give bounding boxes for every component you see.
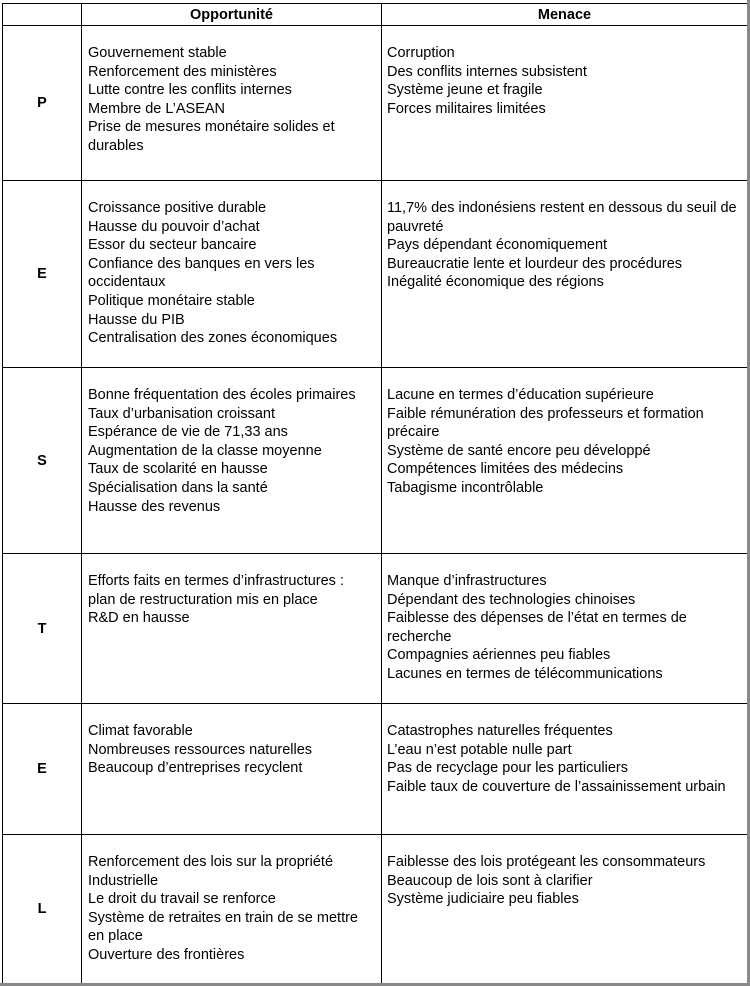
opportunity-item: Ouverture des frontières: [88, 946, 245, 963]
threat-cell-list: [382, 835, 747, 909]
opportunity-item: Prise de mesures monétaire solides et durables: [88, 119, 335, 154]
opportunity-item: Bonne fréquentation des écoles primaires: [88, 387, 356, 403]
opportunity-item: Centralisation des zones économiques: [88, 330, 338, 347]
opportunity-item: Renforcement des ministères: [88, 63, 277, 80]
pestel-table: [2, 3, 748, 984]
opportunity-item: R&D en hausse: [88, 610, 190, 627]
factor-letter: L: [3, 835, 82, 984]
threat-item: Dépendant des technologies chinoises: [387, 591, 636, 608]
opportunity-item: Taux d’urbanisation croissant: [88, 405, 275, 422]
header-factor: [3, 4, 82, 26]
opportunity-item: Le droit du travail se renforce: [88, 891, 276, 908]
table-row: [3, 181, 748, 368]
opportunity-cell: [82, 368, 382, 554]
opportunity-item: Hausse des revenus: [88, 498, 221, 515]
threat-item: Tabagisme incontrôlable: [387, 479, 544, 496]
opportunity-cell: [82, 26, 382, 181]
threat-item: Système de santé encore peu développé: [387, 442, 651, 459]
header-threat: Menace: [382, 4, 748, 26]
factor-letter: T: [3, 554, 82, 704]
table-body: [3, 26, 748, 984]
threat-item: Pays dépendant économiquement: [387, 237, 608, 254]
opportunity-cell-list: [82, 26, 381, 156]
opportunity-item: Taux de scolarité en hausse: [88, 461, 268, 478]
threat-item: Compagnies aériennes peu fiables: [387, 647, 611, 664]
table-row: [3, 704, 748, 835]
threat-item: Compétences limitées des médecins: [387, 461, 624, 478]
opportunity-cell-list: [82, 368, 381, 516]
opportunity-item: Essor du secteur bancaire: [88, 237, 257, 254]
table-row: [3, 554, 748, 704]
opportunity-item: Croissance positive durable: [88, 200, 267, 216]
header-row: [3, 4, 748, 26]
threat-item: Forces militaires limitées: [387, 100, 546, 117]
opportunity-item: Gouvernement stable: [88, 45, 227, 61]
threat-item: Inégalité économique des régions: [387, 274, 604, 291]
opportunity-item: Confiance des banques en vers les occidentaux: [88, 255, 315, 291]
threat-item: Système judiciaire peu fiables: [387, 891, 579, 908]
opportunity-cell-list: [82, 704, 381, 778]
threat-cell: [382, 26, 748, 181]
threat-cell-list: [382, 704, 747, 796]
factor-letter: E: [3, 181, 82, 368]
threat-item: Faiblesse des dépenses de l’état en termes de recherche: [387, 610, 687, 645]
opportunity-cell-list: [82, 181, 381, 348]
opportunity-item: Lutte contre les conflits internes: [88, 82, 292, 99]
threat-item: Des conflits internes subsistent: [387, 63, 587, 80]
threat-item: Lacune en termes d’éducation supérieure: [387, 387, 654, 403]
threat-item: 11,7% des indonésiens restent en dessous du seuil de pauvreté: [387, 200, 737, 235]
threat-cell-list: [382, 26, 747, 118]
threat-cell: [382, 704, 748, 835]
threat-item: Bureaucratie lente et lourdeur des procédures: [387, 255, 683, 272]
opportunity-item: Politique monétaire stable: [88, 292, 255, 309]
opportunity-item: Efforts faits en termes d’infrastructures : plan de restructuration mis en place: [88, 573, 344, 608]
threat-cell: [382, 835, 748, 984]
opportunity-item: Membre de L’ASEAN: [88, 100, 226, 117]
threat-item: Beaucoup de lois sont à clarifier: [387, 872, 593, 889]
table-row: [3, 835, 748, 984]
factor-letter: P: [3, 26, 82, 181]
opportunity-item: Spécialisation dans la santé: [88, 479, 268, 496]
threat-cell: [382, 368, 748, 554]
opportunity-cell-list: [82, 554, 381, 628]
opportunity-item: Système de retraites en train de se mettre en place: [88, 909, 358, 945]
threat-cell-list: [382, 181, 747, 292]
threat-cell: [382, 554, 748, 704]
opportunity-item: Renforcement des lois sur la propriété Industrielle: [88, 854, 334, 889]
threat-item: Faible taux de couverture de l’assainissement urbain: [387, 778, 726, 795]
opportunity-item: Hausse du pouvoir d’achat: [88, 218, 260, 235]
table-row: [3, 26, 748, 181]
opportunity-cell: [82, 835, 382, 984]
factor-letter: S: [3, 368, 82, 554]
opportunity-item: Espérance de vie de 71,33 ans: [88, 424, 288, 441]
threat-item: Manque d’infrastructures: [387, 573, 547, 589]
opportunity-cell: [82, 554, 382, 704]
opportunity-item: Augmentation de la classe moyenne: [88, 442, 322, 459]
threat-item: Faiblesse des lois protégeant les consommateurs: [387, 854, 706, 870]
header-opportunity: Opportunité: [82, 4, 382, 26]
opportunity-item: Beaucoup d’entreprises recyclent: [88, 760, 303, 777]
opportunity-cell: [82, 704, 382, 835]
threat-item: Catastrophes naturelles fréquentes: [387, 723, 613, 739]
threat-item: Pas de recyclage pour les particuliers: [387, 760, 628, 777]
opportunity-item: Nombreuses ressources naturelles: [88, 741, 313, 758]
threat-cell-list: [382, 368, 747, 498]
factor-letter: E: [3, 704, 82, 835]
threat-cell-list: [382, 554, 747, 684]
threat-item: Faible rémunération des professeurs et formation précaire: [387, 405, 704, 441]
threat-item: Corruption: [387, 45, 455, 61]
threat-item: L’eau n’est potable nulle part: [387, 741, 572, 758]
opportunity-item: Hausse du PIB: [88, 311, 185, 328]
threat-cell: [382, 181, 748, 368]
threat-item: Lacunes en termes de télécommunications: [387, 665, 663, 682]
table-row: [3, 368, 748, 554]
threat-item: Système jeune et fragile: [387, 82, 543, 99]
opportunity-item: Climat favorable: [88, 723, 193, 739]
opportunity-cell: [82, 181, 382, 368]
opportunity-cell-list: [82, 835, 381, 965]
